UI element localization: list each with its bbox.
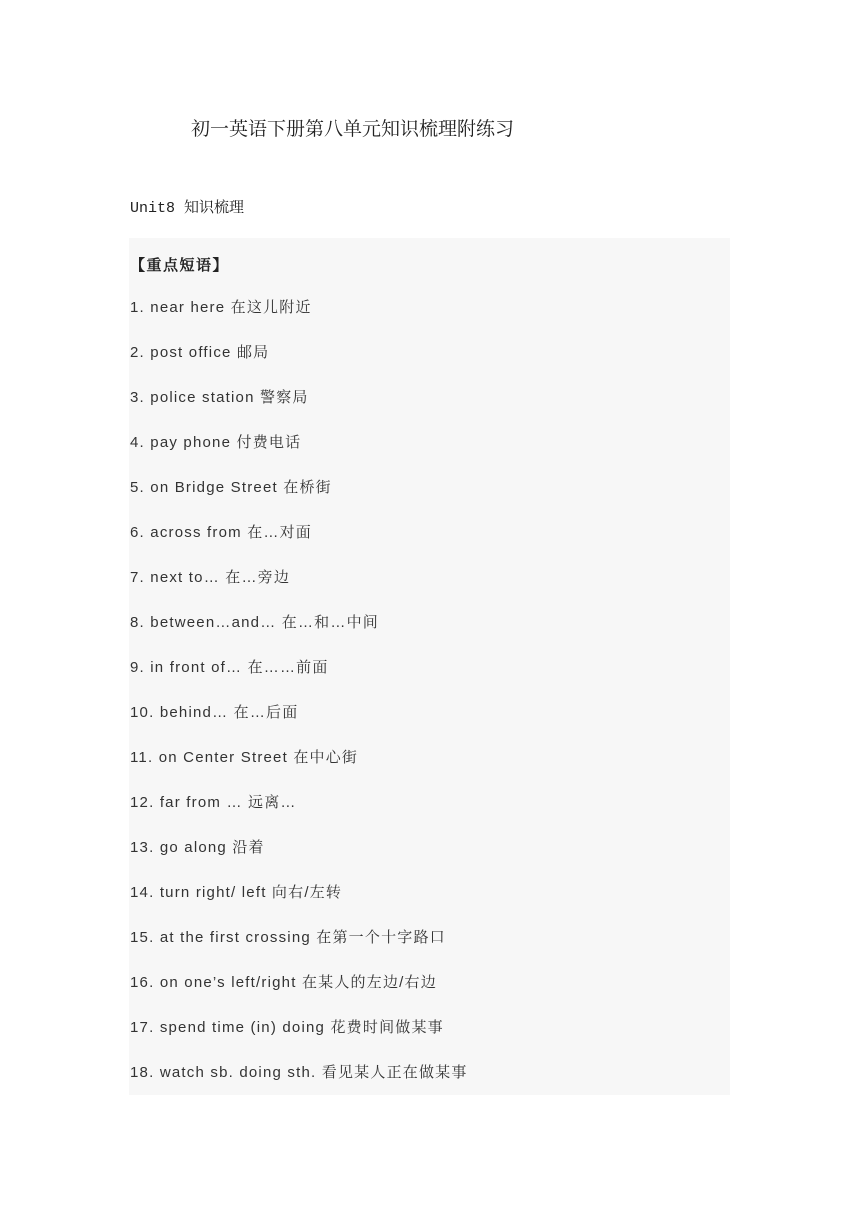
phrase-item: 3. police station 警察局: [130, 389, 309, 406]
phrase-item: 5. on Bridge Street 在桥街: [130, 479, 332, 496]
phrase-item: 11. on Center Street 在中心街: [130, 749, 359, 766]
phrase-item: 2. post office 邮局: [130, 344, 270, 361]
phrase-item: 6. across from 在…对面: [130, 524, 312, 541]
phrase-item: 18. watch sb. doing sth. 看见某人正在做某事: [130, 1064, 468, 1081]
document-title: 初一英语下册第八单元知识梳理附练习: [191, 118, 515, 140]
phrase-item: 17. spend time (in) doing 花费时间做某事: [130, 1019, 444, 1036]
phrase-item: 8. between…and… 在…和…中间: [130, 614, 379, 631]
phrase-item: 16. on one’s left/right 在某人的左边/右边: [130, 974, 437, 991]
phrase-list: [130, 297, 468, 1107]
phrase-item: 10. behind… 在…后面: [130, 704, 299, 721]
section-heading: 【重点短语】: [130, 256, 230, 274]
phrase-item: 9. in front of… 在……前面: [130, 659, 329, 676]
key-phrases-panel: [129, 238, 730, 1095]
phrase-item: 12. far from … 远离…: [130, 794, 297, 811]
phrase-item: 1. near here 在这儿附近: [130, 299, 312, 316]
phrase-item: 14. turn right/ left 向右/左转: [130, 884, 343, 901]
phrase-item: 7. next to… 在…旁边: [130, 569, 291, 586]
phrase-item: 4. pay phone 付费电话: [130, 434, 302, 451]
phrase-item: 15. at the first crossing 在第一个十字路口: [130, 929, 446, 946]
phrase-item: 13. go along 沿着: [130, 839, 265, 856]
document-subtitle: Unit8 知识梳理: [130, 200, 245, 217]
